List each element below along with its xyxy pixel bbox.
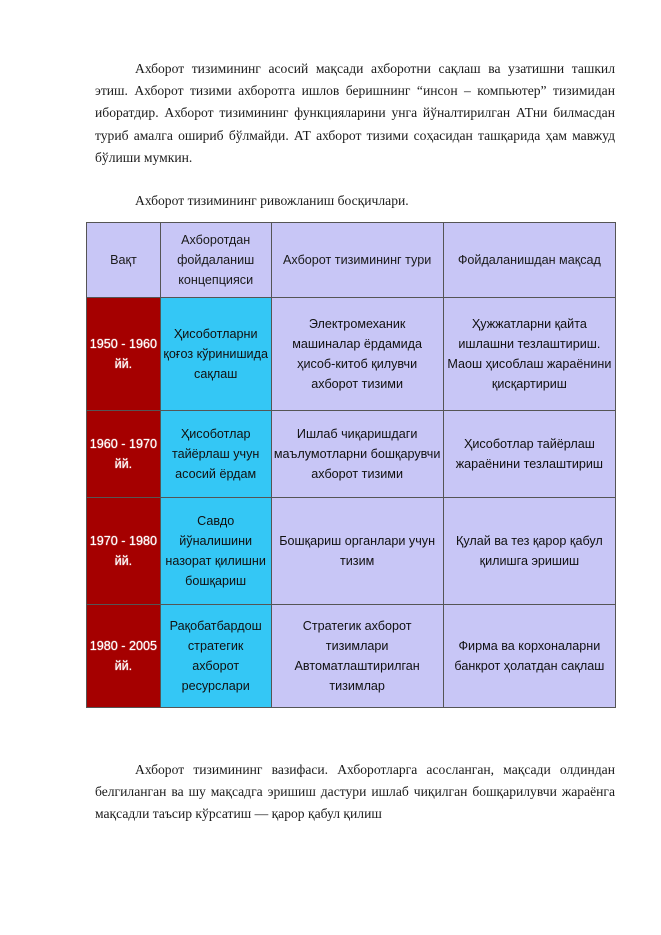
header-period: Вақт xyxy=(87,223,161,298)
outro-paragraph xyxy=(95,759,615,826)
table-row xyxy=(87,498,616,605)
goal-cell: Ҳужжатларни қайта ишлашни тезлаштириш. Маош ҳисоблаш жараёнини қисқартириш xyxy=(443,298,615,411)
outro-paragraph-text: Ахборот тизимининг вазифаси. Ахборотларга асосланган, мақсади олдиндан белгиланган ва шу мақсадга эришиш дастури ишлаб чиқилган бошқарилувчи жараёнга мақсадли таъсир кўрсатиш — қарор қабул қилиш xyxy=(95,762,615,822)
concept-cell: Савдо йўналишини назорат қилишни бошқариш xyxy=(160,498,271,605)
intro-paragraph-text: Ахборот тизимининг асосий мақсади ахборотни сақлаш ва узатишни ташкил этиш. Ахборот тизими ахборотга ишлов беришнинг “инсон – компьютер” тизимидан иборатдир. Ахборот тизимининг функцияларини унга йўналтирилган АТни билмасдан туриб амалга ошириб бўлмайди. АТ ахборот тизими соҳасидан ташқарида ҳам мавжуд бўлиши мумкин. xyxy=(95,61,615,165)
header-type: Ахборот тизимининг тури xyxy=(271,223,443,298)
table-caption: Ахборот тизимининг ривожланиш босқичлари. xyxy=(135,193,409,208)
goal-cell: Фирма ва корхоналарни банкрот ҳолатдан сақлаш xyxy=(443,605,615,708)
header-goal: Фойдаланишдан мақсад xyxy=(443,223,615,298)
type-cell: Электромеханик машиналар ёрдамида ҳисоб-китоб қилувчи ахборот тизими xyxy=(271,298,443,411)
table-row xyxy=(87,411,616,498)
development-stages-table xyxy=(86,222,616,708)
type-cell: Стратегик ахборот тизимлари Автоматлаштирилган тизимлар xyxy=(271,605,443,708)
concept-cell: Ҳисоботларни қоғоз кўринишида сақлаш xyxy=(160,298,271,411)
period-cell: 1970 - 1980 йй. xyxy=(87,498,161,605)
type-cell: Ишлаб чиқаришдаги маълумотларни бошқарувчи ахборот тизими xyxy=(271,411,443,498)
table-header-row xyxy=(87,223,616,298)
period-cell: 1980 - 2005 йй. xyxy=(87,605,161,708)
type-cell: Бошқариш органлари учун тизим xyxy=(271,498,443,605)
concept-cell: Рақобатбардош стратегик ахборот ресурслари xyxy=(160,605,271,708)
period-cell: 1950 - 1960 йй. xyxy=(87,298,161,411)
concept-cell: Ҳисоботлар тайёрлаш учун асосий ёрдам xyxy=(160,411,271,498)
period-cell: 1960 - 1970 йй. xyxy=(87,411,161,498)
goal-cell: Ҳисоботлар тайёрлаш жараёнини тезлаштириш xyxy=(443,411,615,498)
table-row xyxy=(87,605,616,708)
table-row xyxy=(87,298,616,411)
header-concept: Ахборотдан фойдаланиш концепцияси xyxy=(160,223,271,298)
goal-cell: Қулай ва тез қарор қабул қилишга эришиш xyxy=(443,498,615,605)
intro-paragraph xyxy=(95,58,615,169)
